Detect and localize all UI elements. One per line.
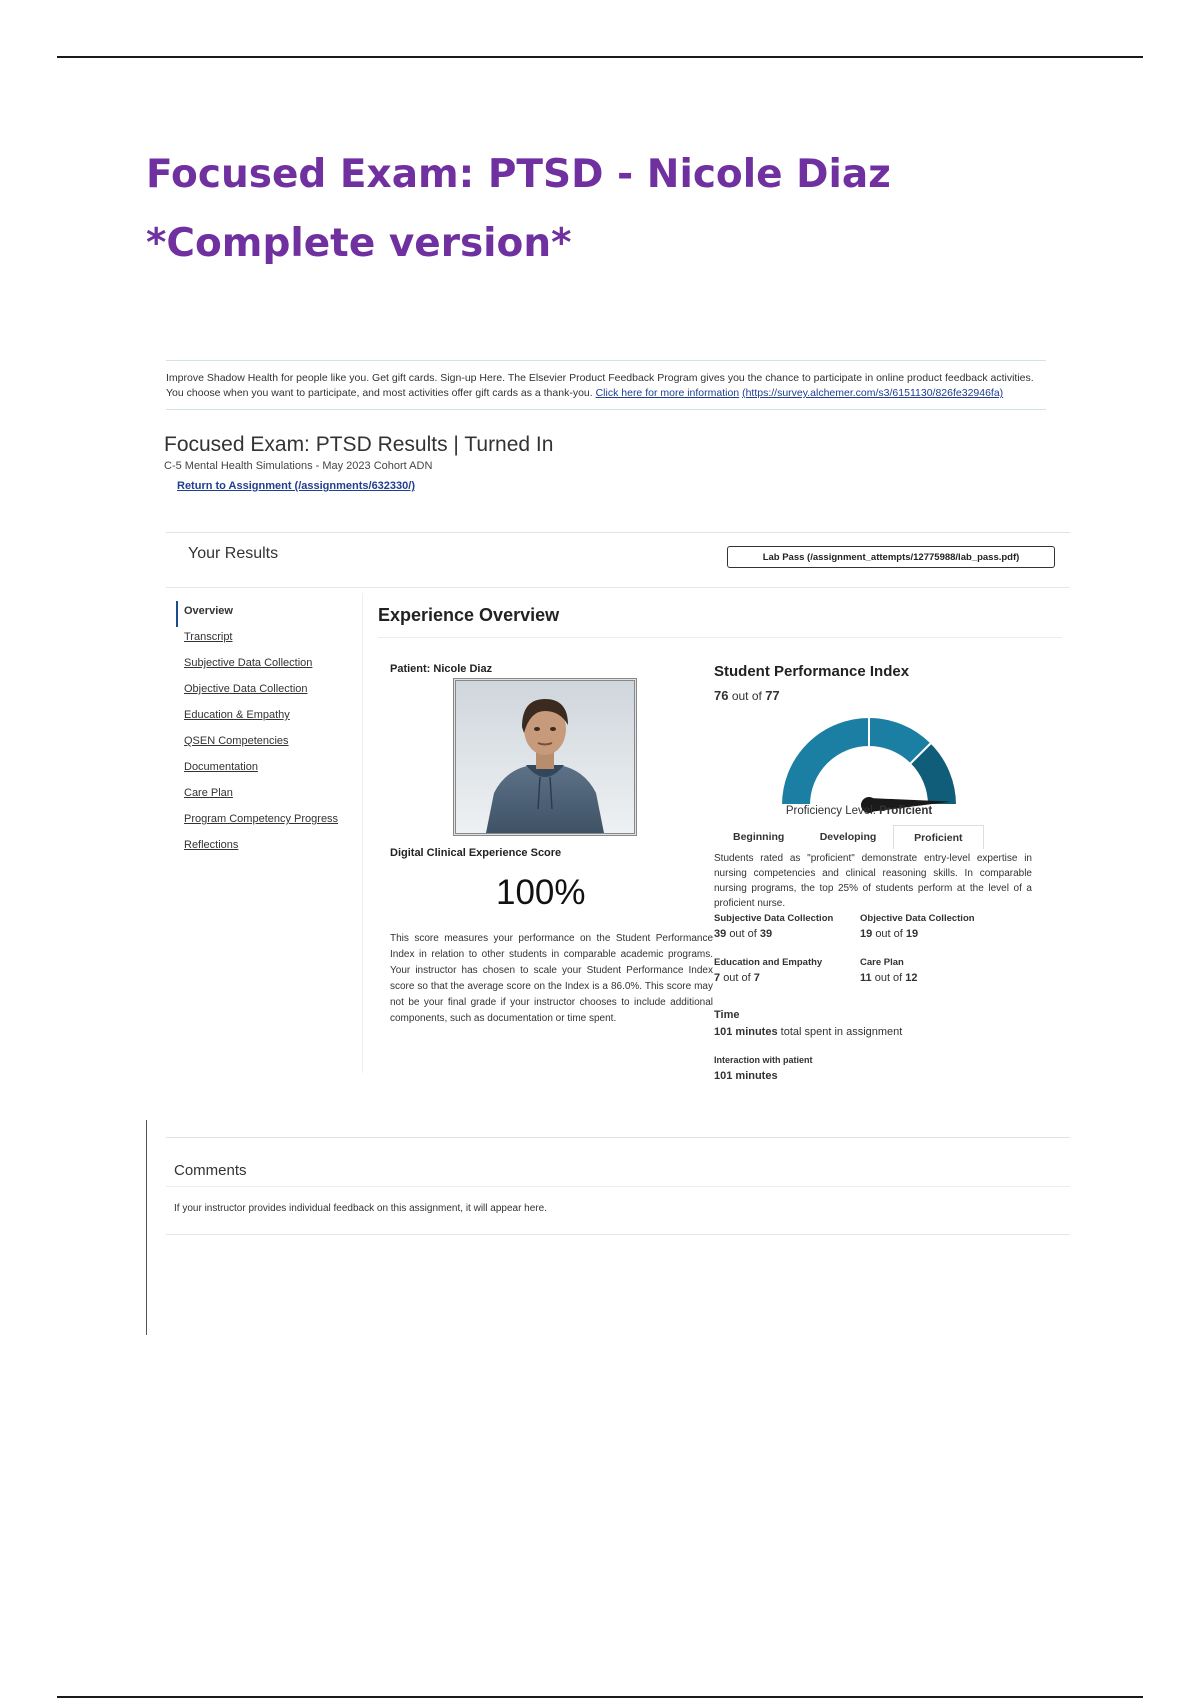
nav-item-documentation[interactable]: Documentation [184,761,258,773]
nav-item-care-plan[interactable]: Care Plan [184,787,233,799]
interaction-label: Interaction with patient [714,1055,813,1065]
comments-title: Comments [174,1162,247,1179]
metric-score: 11 [860,972,872,984]
time-value: 101 minutes [714,1026,778,1038]
document-title: Focused Exam: PTSD - Nicole Diaz *Complete version* [146,152,891,266]
metric-score: 39 [714,928,727,940]
nav-item-qsen-competencies[interactable]: QSEN Competencies [184,735,289,747]
feedback-banner [166,360,1046,410]
gauge-band-beginning [781,717,869,805]
patient-avatar [453,678,637,836]
banner-survey-url[interactable]: (https://survey.alchemer.com/s3/6151130/826fe32946fa) [742,387,1004,399]
results-screenshot [146,360,1070,1335]
proficiency-label: Proficiency Level: [785,805,876,817]
metric-subjective [714,913,833,940]
spi-score-value: 76 [714,688,729,703]
nav-item-reflections[interactable]: Reflections [184,839,239,851]
proficiency-value: Proficient [879,805,933,817]
course-name: C-5 Mental Health Simulations - May 2023 Cohort ADN [164,460,433,472]
metric-out-of: out of [875,928,903,940]
divider [166,1186,1070,1187]
metric-label: Education and Empathy [714,957,823,968]
divider [362,593,363,1073]
metric-label: Care Plan [860,957,904,968]
metric-score: 7 [714,972,721,984]
results-nav [176,601,361,861]
banner-more-info-link[interactable]: Click here for more information [595,387,740,399]
level-proficient: Proficient [893,825,984,849]
dce-score-description: This score measures your performance on the Student Performance Index in relation to other students in comparable academic programs. Your instructor has chosen to scale your Student Performance Index score so that the average score on the Index is a 86.0%. This score may not be your final grade if your instructor chooses to include additional components, such as documentation or time spent. [390,933,713,1024]
metric-out-of: out of [723,972,751,984]
metric-out-of: out of [729,928,757,940]
metric-score: 19 [860,928,873,940]
nav-item-overview[interactable]: Overview [176,601,361,627]
nav-item-education-empathy[interactable]: Education & Empathy [184,709,290,721]
banner-text: Improve Shadow Health for people like you. Get gift cards. Sign-up Here. The Elsevier Product Feedback Program gives you the chance to participate in online product feedback activities. You choose when you want to participate, and most activities offer gift cards as a thank-you. [166,372,1034,399]
return-to-assignment-link[interactable]: Return to Assignment (/assignments/632330/) [177,480,415,492]
nav-item-subjective-data-collection[interactable]: Subjective Data Collection [184,657,313,669]
proficiency-levels [714,825,984,849]
dce-score-value: 100% [496,873,586,912]
time-label: Time [714,1009,740,1021]
nav-item-objective-data-collection[interactable]: Objective Data Collection [184,683,308,695]
divider [166,1234,1070,1235]
spi-score-max: 77 [765,688,780,703]
page-title: Focused Exam: PTSD Results | Turned In [164,433,554,456]
level-developing: Developing [819,831,877,843]
metric-objective [860,913,975,940]
nav-item-program-competency-progress[interactable]: Program Competency Progress [184,813,339,825]
metric-label: Objective Data Collection [860,913,975,924]
spi-score [714,688,780,703]
metric-out-of: out of [874,972,903,984]
bottom-rule [57,1696,1143,1698]
metric-care-plan [860,957,918,984]
time-suffix: total spent in assignment [780,1026,903,1038]
metric-education-empathy [714,957,822,984]
lab-pass-button[interactable]: Lab Pass (/assignment_attempts/12775988/lab_pass.pdf) [727,546,1055,568]
divider [378,637,1062,638]
proficiency-description: Students rated as "proficient" demonstrate entry-level expertise in nursing competencies and clinical reasoning skills. In comparable nursing programs, the top 25% of students perform at the level of a proficient nurse. [714,853,1032,909]
patient-label: Patient: Nicole Diaz [390,663,493,675]
comments-text: If your instructor provides individual feedback on this assignment, it will appear here. [174,1203,547,1214]
metric-max: 19 [905,928,919,940]
time-total [714,1026,902,1038]
spi-out-of: out of [731,689,762,703]
your-results-heading: Your Results [188,545,279,562]
proficiency-level [714,805,1004,817]
results-panel [166,532,1070,1138]
patient-avatar-image [456,681,634,833]
divider [166,587,1070,588]
interaction-value: 101 minutes [714,1070,778,1082]
metric-max: 7 [753,972,760,984]
metric-max: 39 [759,928,773,940]
metric-max: 12 [905,972,918,984]
nav-item-transcript[interactable]: Transcript [184,631,233,643]
top-rule [57,56,1143,58]
metric-label: Subjective Data Collection [714,913,834,924]
level-beginning: Beginning [733,831,785,843]
spi-title: Student Performance Index [714,663,910,680]
dce-score-label: Digital Clinical Experience Score [390,847,562,859]
spi-gauge [769,705,969,815]
experience-overview-title: Experience Overview [378,605,560,625]
